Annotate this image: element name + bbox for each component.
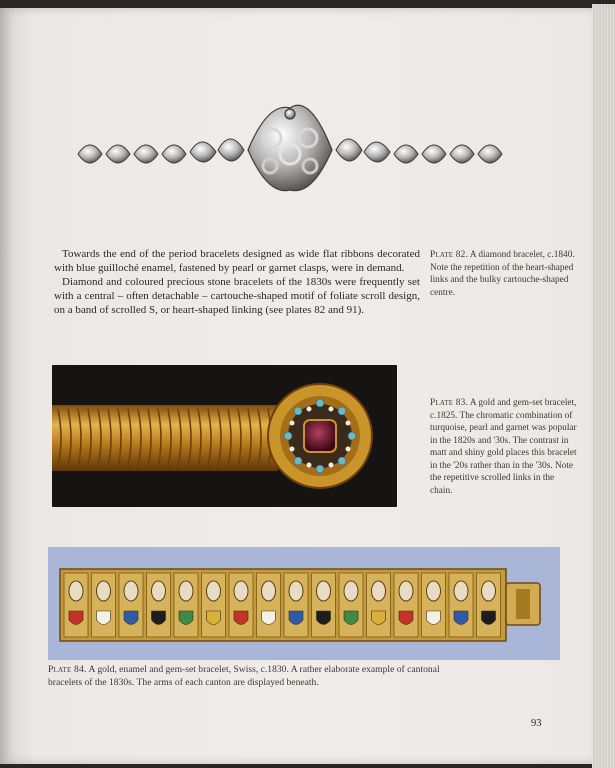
canton-arms-shield (234, 611, 248, 625)
plate-83-label: Plate 83. (430, 398, 469, 408)
canton-arms-shield (97, 611, 111, 625)
enamel-portrait (69, 581, 83, 601)
body-text (54, 247, 420, 317)
enamel-portrait (262, 581, 276, 601)
enamel-portrait (454, 581, 468, 601)
plate-82-caption (430, 249, 580, 299)
enamel-portrait (317, 581, 331, 601)
enamel-portrait (344, 581, 358, 601)
enamel-portrait (289, 581, 303, 601)
canton-arms-shield (344, 611, 358, 625)
plate-84-caption (48, 664, 448, 689)
enamel-portrait (97, 581, 111, 601)
plate-82-diamond-bracelet-photo (64, 92, 516, 196)
plate-83-caption (430, 397, 578, 497)
canton-arms-shield (124, 611, 138, 625)
cantonal-clasp (506, 583, 540, 625)
canton-arms-shield (262, 611, 276, 625)
enamel-portrait (234, 581, 248, 601)
canton-arms-shield (179, 611, 193, 625)
plate-84-text: A gold, enamel and gem-set bracelet, Swiss, c.1830. A rather elaborate example of cantonal bracelets of the 1830s. The arms of each canton are displayed beneath. (48, 664, 440, 688)
canton-arms-shield (152, 611, 166, 625)
canton-arms-shield (372, 611, 386, 625)
enamel-portrait (152, 581, 166, 601)
enamel-portrait (179, 581, 193, 601)
body-paragraph-2: Diamond and coloured precious stone bracelets of the 1830s were frequently set with a central – often detachable – cartouche-shaped motif of foliate scroll design, on a band of scrolled S, or heart-shaped linking (see plates 82 and 91). (54, 276, 420, 316)
gem-set-clasp (268, 384, 372, 488)
plate-83-text: A gold and gem-set bracelet, c.1825. The chromatic combination of turquoise, pearl and garnet was popular in the 1820s and '30s. The contrast in matt and shiny gold places this bracelet in the '20s rather than in the '30s. Note the repetitive scrolled links in the chain. (430, 398, 577, 496)
plate-83-gold-bracelet-photo (52, 365, 397, 507)
enamel-portrait (372, 581, 386, 601)
enamel-portrait (124, 581, 138, 601)
canton-arms-shield (454, 611, 468, 625)
page-edges (592, 4, 615, 768)
canton-arms-shield (69, 611, 83, 625)
plate-84-cantonal-bracelet-photo (48, 547, 560, 660)
enamel-portrait (207, 581, 221, 601)
canton-arms-shield (207, 611, 221, 625)
gold-chain-band (52, 405, 278, 471)
enamel-portrait (427, 581, 441, 601)
canton-arms-shield (427, 611, 441, 625)
canton-arms-shield (289, 611, 303, 625)
canton-arms-shield (399, 611, 413, 625)
canton-arms-shield (482, 611, 496, 625)
plate-82-label: Plate 82. (430, 250, 469, 260)
body-paragraph-1: Towards the end of the period bracelets designed as wide flat ribbons decorated with blue guilloché enamel, fastened by pearl or garnet clasps, were in demand. (54, 248, 420, 274)
enamel-portrait (399, 581, 413, 601)
diamond-cartouche-centre (248, 105, 332, 190)
plate-82-text: A diamond bracelet, c.1840. Note the repetition of the heart-shaped links and the bulky cartouche-shaped centre. (430, 250, 575, 298)
enamel-portrait (482, 581, 496, 601)
page-number: 93 (531, 718, 542, 729)
canton-arms-shield (317, 611, 331, 625)
plate-84-label: Plate 84. (48, 664, 87, 675)
